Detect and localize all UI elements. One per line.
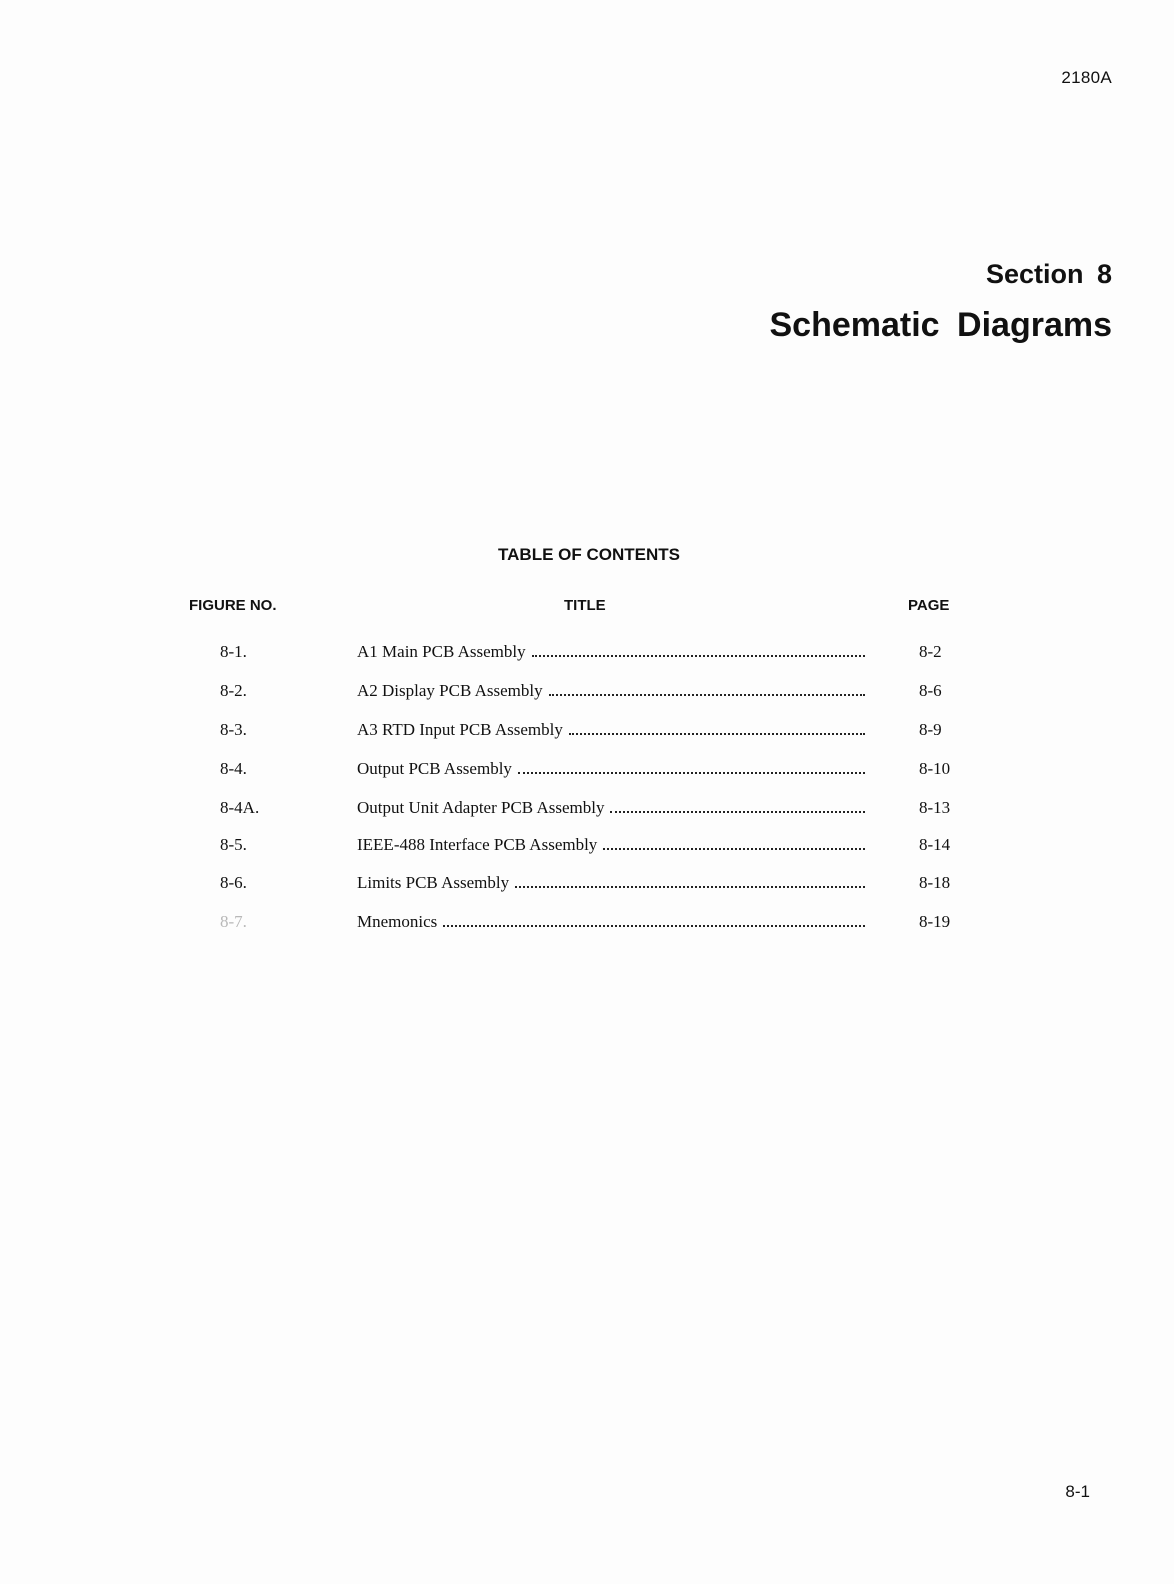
dot-leader xyxy=(603,848,865,850)
toc-entry[interactable] xyxy=(0,873,1174,897)
dot-leader xyxy=(532,655,865,657)
toc-title-cell xyxy=(357,642,865,662)
toc-title-cell xyxy=(357,681,865,701)
dot-leader xyxy=(515,886,865,888)
toc-title: Limits PCB Assembly xyxy=(357,873,510,892)
dot-leader xyxy=(518,772,865,774)
page-number: 8-1 xyxy=(1065,1482,1090,1501)
dot-leader xyxy=(443,925,865,927)
toc-page-number: 8-2 xyxy=(919,642,942,661)
section-label: Section 8 xyxy=(985,259,1112,289)
toc-figure-number: 8-3. xyxy=(220,720,247,739)
model-number: 2180A xyxy=(1061,68,1112,87)
toc-figure-number: 8-2. xyxy=(220,681,247,700)
toc-entry[interactable] xyxy=(0,835,1174,859)
toc-entry[interactable] xyxy=(0,720,1174,744)
toc-title: Mnemonics xyxy=(357,912,438,931)
toc-title-cell xyxy=(357,759,865,779)
toc-title-cell xyxy=(357,835,865,855)
toc-title-cell xyxy=(357,873,865,893)
toc-title: Output PCB Assembly xyxy=(357,759,512,778)
column-header-title: TITLE xyxy=(564,597,606,614)
column-header-figure: FIGURE NO. xyxy=(189,597,277,614)
toc-figure-number: 8-7. xyxy=(220,912,247,931)
toc-title: Output Unit Adapter PCB Assembly xyxy=(357,798,605,817)
toc-figure-number: 8-4. xyxy=(220,759,247,778)
toc-entry[interactable] xyxy=(0,642,1174,666)
toc-page-number: 8-13 xyxy=(919,798,951,817)
toc-title-cell xyxy=(357,720,865,740)
toc-page-number: 8-19 xyxy=(919,912,951,931)
toc-page-number: 8-10 xyxy=(919,759,951,778)
column-header-page: PAGE xyxy=(908,597,950,614)
section-title: Schematic Diagrams xyxy=(769,306,1112,344)
toc-figure-number: 8-1. xyxy=(220,642,247,661)
toc-title: IEEE-488 Interface PCB Assembly xyxy=(357,835,598,854)
toc-entry[interactable] xyxy=(0,798,1174,822)
toc-entry[interactable] xyxy=(0,912,1174,936)
toc-figure-number: 8-6. xyxy=(220,873,247,892)
toc-page-number: 8-9 xyxy=(919,720,942,739)
dot-leader xyxy=(569,733,865,735)
toc-heading: TABLE OF CONTENTS xyxy=(498,545,680,564)
toc-page-number: 8-14 xyxy=(919,835,951,854)
toc-entry[interactable] xyxy=(0,759,1174,783)
toc-figure-number: 8-5. xyxy=(220,835,247,854)
toc-figure-number: 8-4A. xyxy=(220,798,260,817)
toc-title: A2 Display PCB Assembly xyxy=(357,681,543,700)
toc-title: A3 RTD Input PCB Assembly xyxy=(357,720,563,739)
toc-page-number: 8-18 xyxy=(919,873,951,892)
toc-title-cell xyxy=(357,912,865,932)
toc-entry[interactable] xyxy=(0,681,1174,705)
toc-page-number: 8-6 xyxy=(919,681,942,700)
dot-leader xyxy=(610,811,865,813)
dot-leader xyxy=(549,694,865,696)
toc-title: A1 Main PCB Assembly xyxy=(357,642,526,661)
toc-title-cell xyxy=(357,798,865,818)
